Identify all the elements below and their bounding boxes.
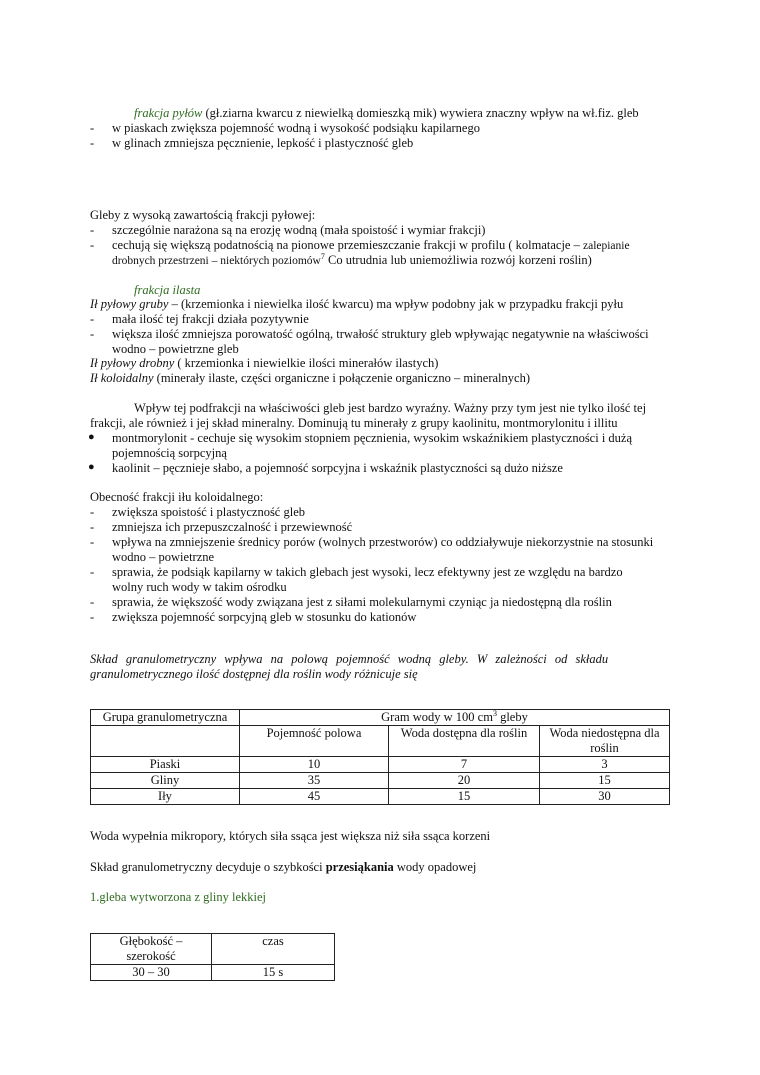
table-row [91, 773, 670, 789]
footnote-ref: 7 [320, 251, 325, 261]
list-item-cont: wolny ruch wody w takim ośrodku [112, 580, 287, 594]
dash-marker: - [90, 223, 95, 237]
dash-marker: - [90, 520, 95, 534]
list-item: sprawia, że większość wody związana jest z siłami molekularnymi czyniąc ja niedostępną dla roślin [112, 595, 612, 609]
gleby-item2-small2: drobnych przestrzeni – niektórych poziomów [112, 255, 321, 267]
gleby-heading: Gleby z wysoką zawartością frakcji pyłowej: [90, 208, 316, 222]
list-item: wpływa na zmniejszenie średnicy porów (wolnych przestworów) co oddziaływuje niekorzystnie na stosunki [112, 535, 654, 549]
dash-marker: - [90, 565, 95, 579]
table-cell: 15 [389, 789, 540, 805]
list-item: w piaskach zwiększa pojemność wodną i wysokość podsiąku kapilarnego [112, 121, 480, 135]
table-row [91, 965, 335, 981]
table-cell: 45 [240, 789, 389, 805]
drobny-rest: ( krzemionka i niewielkie ilości minerałów ilastych) [174, 356, 439, 370]
table-header: Woda dostępna dla roślin [389, 726, 540, 757]
dash-marker: - [90, 121, 95, 135]
gleby-item2-rest: Co utrudnia lub uniemożliwia rozwój korzeni roślin) [324, 253, 592, 267]
p2-pre: Skład granulometryczny decyduje o szybkości [90, 860, 326, 874]
pyl-intro-rest: (gł.ziarna kwarcu z niewielką domieszką mik) wywiera znaczny wpływ na wł.fiz. gleb [202, 106, 639, 120]
list-item: zmniejsza ich przepuszczalność i przewiewność [112, 520, 353, 534]
table-cell: 7 [389, 757, 540, 773]
dash-marker: - [90, 312, 95, 326]
table-cell: 30 – 30 [91, 965, 212, 981]
dash-marker: - [90, 505, 95, 519]
table-header: Pojemność polowa [240, 726, 389, 757]
dash-marker: - [90, 610, 95, 624]
group-header-sup: 3 [492, 708, 497, 718]
dash-marker: - [90, 535, 95, 549]
list-item: większa ilość zmniejsza porowatość ogólną, trwałość struktury gleb wpływając negatywnie na właściwości [112, 327, 649, 341]
koloid-heading: Obecność frakcji iłu koloidalnego: [90, 490, 264, 504]
depth-time-table [90, 933, 335, 981]
table-cell: Iły [91, 789, 240, 805]
gruby-line [90, 297, 623, 312]
wplyw-line2: frakcji, ale również i jej skład mineralny. Dominują tu minerały z grupy kaolinitu, montmorylonitu i illitu [90, 416, 618, 430]
group-header-pre: Gram wody w 100 cm [381, 710, 493, 724]
table-header: czas [212, 934, 335, 965]
table-row [91, 757, 670, 773]
table-cell-empty [91, 726, 240, 757]
p2-bold: przesiąkania [325, 860, 394, 874]
table-row [91, 789, 670, 805]
gruby-rest: – (krzemionka i niewielka ilość kwarcu) ma wpływ podobny jak w przypadku frakcji pyłu [168, 297, 624, 311]
list-item: sprawia, że podsiąk kapilarny w takich glebach jest wysoki, lecz efektywny jest ze względu na bardzo [112, 565, 623, 579]
dash-marker: - [90, 238, 95, 252]
list-item: w glinach zmniejsza pęcznienie, lepkość i plastyczność gleb [112, 136, 414, 150]
table-cell: 35 [240, 773, 389, 789]
table-cell: 15 [540, 773, 670, 789]
koloid-line [90, 371, 530, 386]
table-cell: 15 s [212, 965, 335, 981]
list-item-cont: wodno – powietrzne [112, 550, 215, 564]
table-cell: 20 [389, 773, 540, 789]
dash-marker: - [90, 595, 95, 609]
dash-marker: - [90, 327, 95, 341]
dash-marker: - [90, 136, 95, 150]
drobny-line [90, 356, 438, 371]
gruby-term: Ił pyłowy gruby [90, 297, 169, 311]
table-cell: 30 [540, 789, 670, 805]
drobny-term: Ił pyłowy drobny [90, 356, 175, 370]
table-group-header [240, 710, 670, 726]
list-item-cont [112, 253, 592, 269]
ilasta-heading: frakcja ilasta [134, 283, 201, 297]
paragraph: Woda wypełnia mikropory, których siła ssąca jest większa niż siła ssąca korzeni [90, 829, 491, 843]
paragraph [90, 860, 476, 875]
table-cell: Gliny [91, 773, 240, 789]
list-item-cont: wodno – powietrzne gleb [112, 342, 239, 356]
pyl-term: frakcja pyłów [134, 106, 203, 120]
bullet-icon: ● [88, 461, 95, 473]
table-cell: 10 [240, 757, 389, 773]
list-item: szczególnie narażona są na erozję wodną (mała spoistość i wymiar frakcji) [112, 223, 486, 237]
table-header [91, 934, 212, 965]
table-cell: 3 [540, 757, 670, 773]
water-table [90, 709, 670, 805]
list-item-cont: pojemnością sorpcyjną [112, 446, 227, 460]
subheading: 1.gleba wytworzona z gliny lekkiej [90, 890, 266, 904]
table-header-line: roślin [590, 741, 619, 755]
table-header-line: szerokość [126, 949, 176, 963]
koloid-term: Ił koloidalny [90, 371, 154, 385]
list-item: kaolinit – pęcznieje słabo, a pojemność sorpcyjna i wskaźnik plastyczności są dużo niższe [112, 461, 563, 475]
sklad-line2: granulometrycznego ilość dostępnej dla roślin wody różnicuje się [90, 667, 418, 681]
wplyw-line1: Wpływ tej podfrakcji na właściwości gleb jest bardzo wyraźny. Ważny przy tym jest nie tylko ilość tej [134, 401, 647, 415]
koloid-rest: (minerały ilaste, części organiczne i połączenie organiczno – mineralnych) [153, 371, 530, 385]
bullet-icon: ● [88, 431, 95, 443]
list-item: zwiększa pojemność sorpcyjną gleb w stosunku do kationów [112, 610, 417, 624]
list-item: montmorylonit - cechuje się wysokim stopniem pęcznienia, wysokim wskaźnikiem plastyczności i dużą [112, 431, 633, 445]
p2-post: wody opadowej [393, 860, 477, 874]
table-header-line: Głębokość – [119, 934, 183, 948]
table-header [540, 726, 670, 757]
list-item: mała ilość tej frakcji działa pozytywnie [112, 312, 309, 326]
group-header-post: gleby [496, 710, 528, 724]
table-cell: Piaski [91, 757, 240, 773]
sklad-line1: Skład granulometryczny wpływa na polową pojemność wodną gleby. W zależności od składu [90, 652, 609, 666]
pyl-intro [134, 106, 639, 121]
gleby-item2-small: zalepianie [582, 240, 630, 252]
list-item [112, 238, 630, 254]
table-header: Grupa granulometryczna [91, 710, 240, 726]
table-header-line: Woda niedostępna dla [549, 726, 660, 740]
list-item: zwiększa spoistość i plastyczność gleb [112, 505, 306, 519]
gleby-item2-text: cechują się większą podatnością na pionowe przemieszczanie frakcji w profilu ( kolmatacje – [112, 238, 583, 252]
